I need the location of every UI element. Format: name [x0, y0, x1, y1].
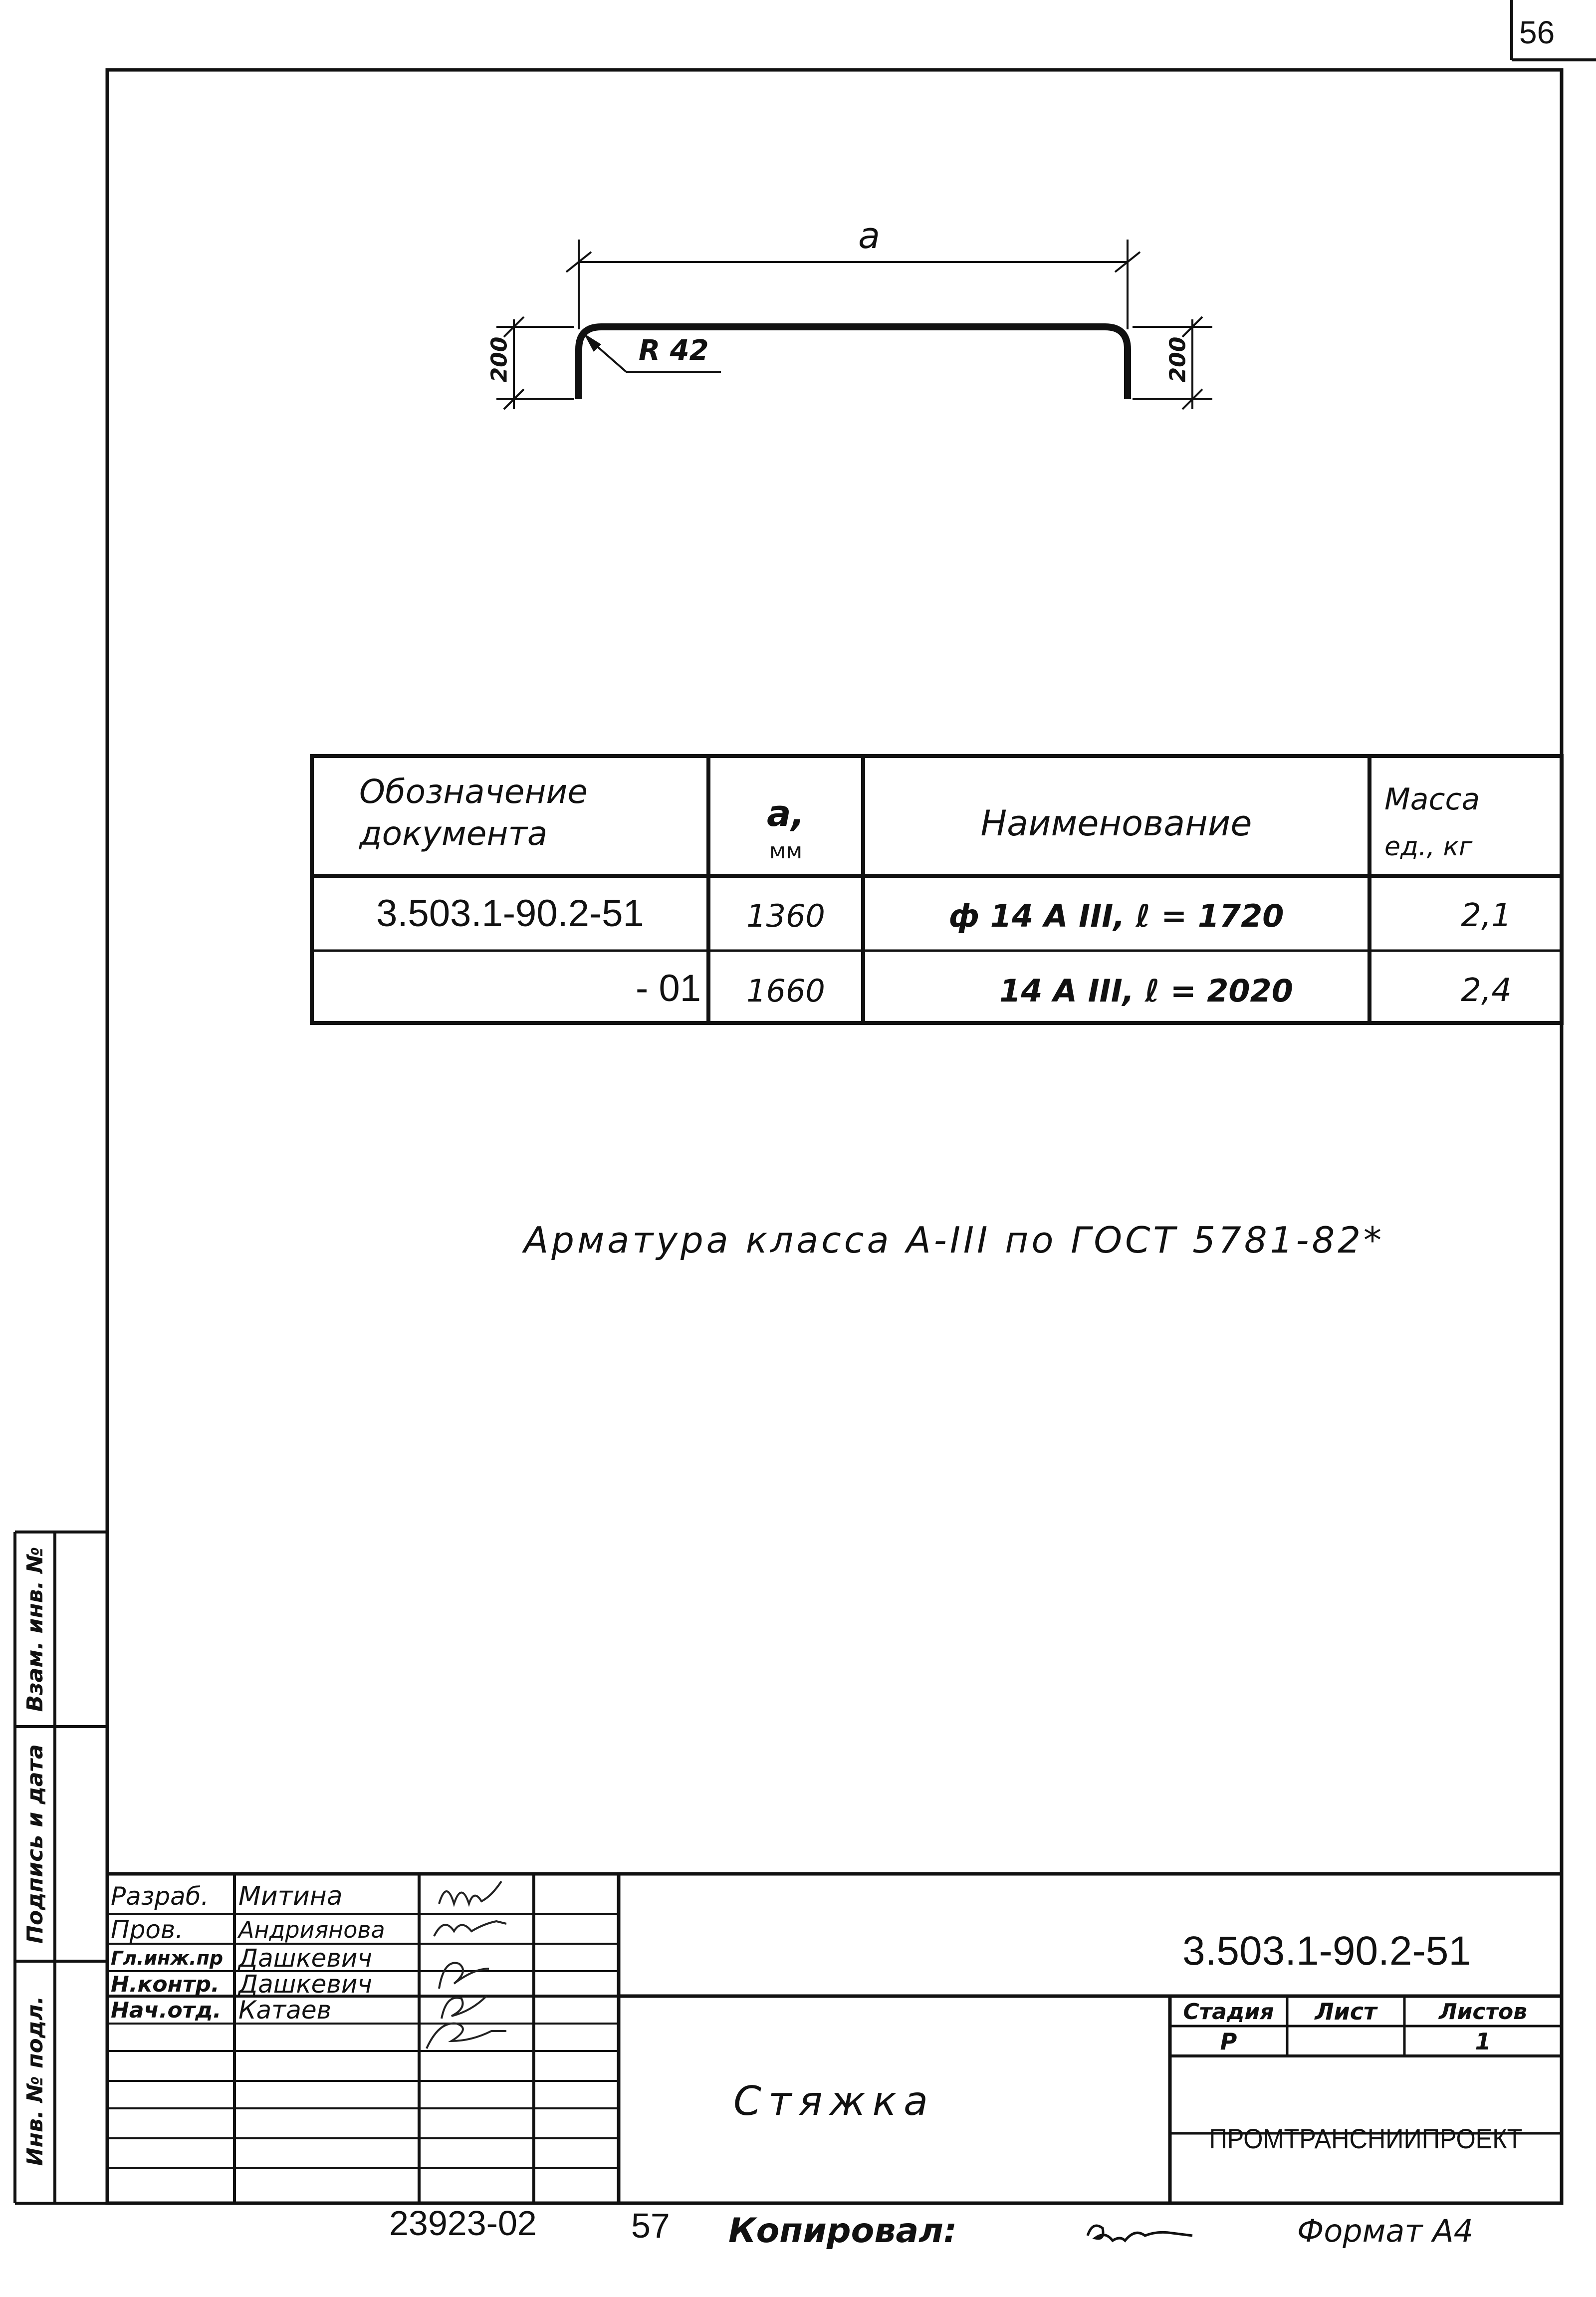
copier-signature [1083, 2211, 1202, 2251]
stage-header: Стадия [1183, 1999, 1274, 2025]
row2-designation: - 01 [636, 967, 701, 1010]
sheet-header: Лист [1315, 1998, 1377, 2025]
role-checker: Пров. [111, 1915, 184, 1944]
row2-a: 1660 [746, 972, 825, 1009]
name-norm-control: Дашкевич [238, 1970, 372, 1999]
row1-name: ф 14 А III, ℓ = 1720 [948, 897, 1284, 934]
header-mass-line2: ед., кг [1384, 832, 1473, 862]
side-stamp-bottom: Инв. № подл. [22, 1996, 48, 2166]
header-designation-line1: Обозначение [359, 772, 588, 811]
name-checker: Андриянова [238, 1916, 385, 1943]
archive-number: 23923-02 [389, 2204, 537, 2243]
row1-a: 1360 [746, 897, 825, 934]
radius-label: R 42 [639, 334, 709, 367]
row1-mass: 2,1 [1461, 897, 1512, 934]
page-number: 56 [1519, 14, 1555, 50]
role-chief-engineer: Гл.инж.пр [111, 1947, 224, 1969]
stage-value: Р [1220, 2028, 1237, 2055]
row2-mass: 2,4 [1461, 972, 1512, 1009]
header-mass [1384, 776, 1480, 871]
sheet-value [1287, 2028, 1404, 2055]
header-mass-line1: Масса [1384, 782, 1480, 817]
role-developer: Разраб. [111, 1882, 209, 1911]
role-norm-control: Н.контр. [111, 1971, 220, 1997]
row1-designation: 3.503.1-90.2-51 [376, 892, 644, 935]
header-designation-line2: документа [359, 814, 548, 853]
header-a: a, [767, 792, 805, 834]
bar-drawing [496, 240, 1212, 409]
name-chief-engineer: Дашкевич [238, 1944, 372, 1973]
side-stamp-middle: Подпись и дата [22, 1744, 48, 1944]
name-dept-head: Катаев [238, 1996, 332, 2025]
side-stamp-top: Взам. инв. № [22, 1546, 48, 1712]
format-label: Формат А4 [1297, 2212, 1474, 2249]
row2-name: 14 А III, ℓ = 2020 [999, 972, 1293, 1009]
dim-right-label: 200 [1165, 336, 1191, 383]
dim-left-label: 200 [486, 336, 512, 383]
reinforcement-note: Арматура класса А-III по ГОСТ 5781-82* [524, 1219, 1385, 1261]
header-name: Наименование [980, 803, 1252, 844]
sheets-header: Листов [1438, 1999, 1528, 2025]
header-a-unit: мм [769, 838, 803, 864]
organization: ПРОМТРАНСНИИПРОЕКТ [1209, 2122, 1523, 2154]
copied-by: Копировал: [728, 2211, 957, 2251]
footer-page: 57 [631, 2206, 670, 2245]
sheets-value: 1 [1475, 2028, 1491, 2055]
dim-a-label: a [858, 215, 881, 256]
drawing-title: Стяжка [733, 2077, 935, 2124]
role-dept-head: Нач.отд. [111, 1997, 222, 2023]
header-designation [359, 771, 588, 855]
doc-code: 3.503.1-90.2-51 [1182, 1928, 1472, 1974]
name-developer: Митина [238, 1881, 343, 1911]
